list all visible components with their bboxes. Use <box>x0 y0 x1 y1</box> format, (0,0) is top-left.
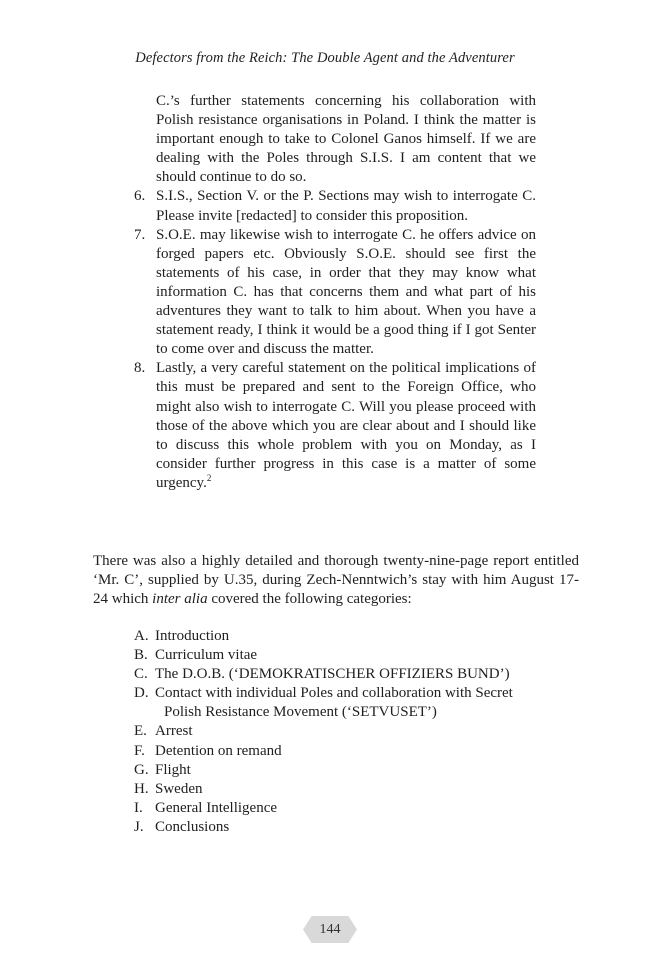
list-item-8 <box>134 359 536 493</box>
category-text: Conclusions <box>155 818 230 835</box>
category-text: Arrest <box>155 723 193 740</box>
numbered-list <box>134 92 536 493</box>
category-letter: E. <box>134 723 147 740</box>
list-item-text: S.I.S., Section V. or the P. Sections may wish to interrogate C. Please invite [redacted] to consider this proposition. <box>156 188 536 224</box>
body-paragraph <box>93 552 579 609</box>
list-item-number: 8. <box>134 360 146 377</box>
list-item-7 <box>134 226 536 360</box>
category-text-continued: Polish Resistance Movement (‘SETVUSET’) <box>164 704 437 721</box>
category-text: Detention on remand <box>155 742 282 759</box>
category-text: Curriculum vitae <box>155 647 258 664</box>
category-letter: F. <box>134 742 145 759</box>
footnote-marker: 2 <box>206 472 212 483</box>
list-item-text: S.O.E. may likewise wish to interrogate C. he offers advice on forged papers etc. Obviously S.O.E. should see first the statements of his case, in order that they may know what information C. has that concerns them and what part of his adventures they want to talk to him about. When you have a statement ready, I think it would be a good thing if I got Senter to come over and discuss the matter. <box>156 226 536 358</box>
category-list <box>134 627 544 837</box>
category-item <box>134 722 544 741</box>
category-letter: A. <box>134 628 149 644</box>
category-letter: C. <box>134 666 148 683</box>
category-item <box>134 780 544 799</box>
category-letter: J. <box>134 818 144 835</box>
list-item-number: 6. <box>134 188 146 205</box>
category-item <box>134 646 544 665</box>
category-letter: B. <box>134 647 148 664</box>
list-continuation-paragraph: C.’s further statements concerning his collaboration with Polish resistance organisations in Poland. I think the matter is important enough to take to Colonel Ganos himself. If we are dealing with the Poles through S.I.S. I am content that we should continue to do so. <box>156 93 536 186</box>
list-item-text: Lastly, a very careful statement on the political implications of this must be prepared and sent to the Foreign Office, who might also wish to interrogate C. Will you please proceed with those of the above which you are clear about and I should like to discuss this whole problem with you on Monday, as I consider further progress in this case is a matter of some urgency. <box>156 360 536 491</box>
category-item <box>134 818 544 837</box>
category-text: Sweden <box>155 780 203 797</box>
category-text-wrapper <box>155 684 544 722</box>
category-letter: D. <box>134 685 149 702</box>
category-text: Introduction <box>155 628 230 644</box>
category-item <box>134 665 544 684</box>
body-text-after: covered the following categories: <box>207 591 412 608</box>
category-text: Flight <box>155 761 191 778</box>
category-letter: H. <box>134 780 149 797</box>
list-item-number: 7. <box>134 226 146 243</box>
category-text: Contact with individual Poles and collaboration with Secret <box>155 685 513 702</box>
category-text: General Intelligence <box>155 799 278 816</box>
category-letter: I. <box>134 799 143 816</box>
page-number-badge <box>303 916 357 943</box>
category-item <box>134 627 544 646</box>
category-item <box>134 799 544 818</box>
category-text: The D.O.B. (‘DEMOKRATISCHER OFFIZIERS BUND’) <box>155 666 510 683</box>
list-item-6 <box>134 187 536 225</box>
category-item <box>134 742 544 761</box>
category-item <box>134 761 544 780</box>
running-header: Defectors from the Reich: The Double Agent and the Adventurer <box>135 50 515 66</box>
category-item <box>134 684 544 722</box>
body-text-italic: inter alia <box>152 591 208 608</box>
category-letter: G. <box>134 761 149 778</box>
page-number: 144 <box>319 922 341 937</box>
body-text-before: There was also a highly detailed and thorough twenty-nine-page report entitled ‘Mr. C’, supplied by U.35, during Zech-Nenntwich’s stay with him August 17-24 which <box>93 553 579 608</box>
